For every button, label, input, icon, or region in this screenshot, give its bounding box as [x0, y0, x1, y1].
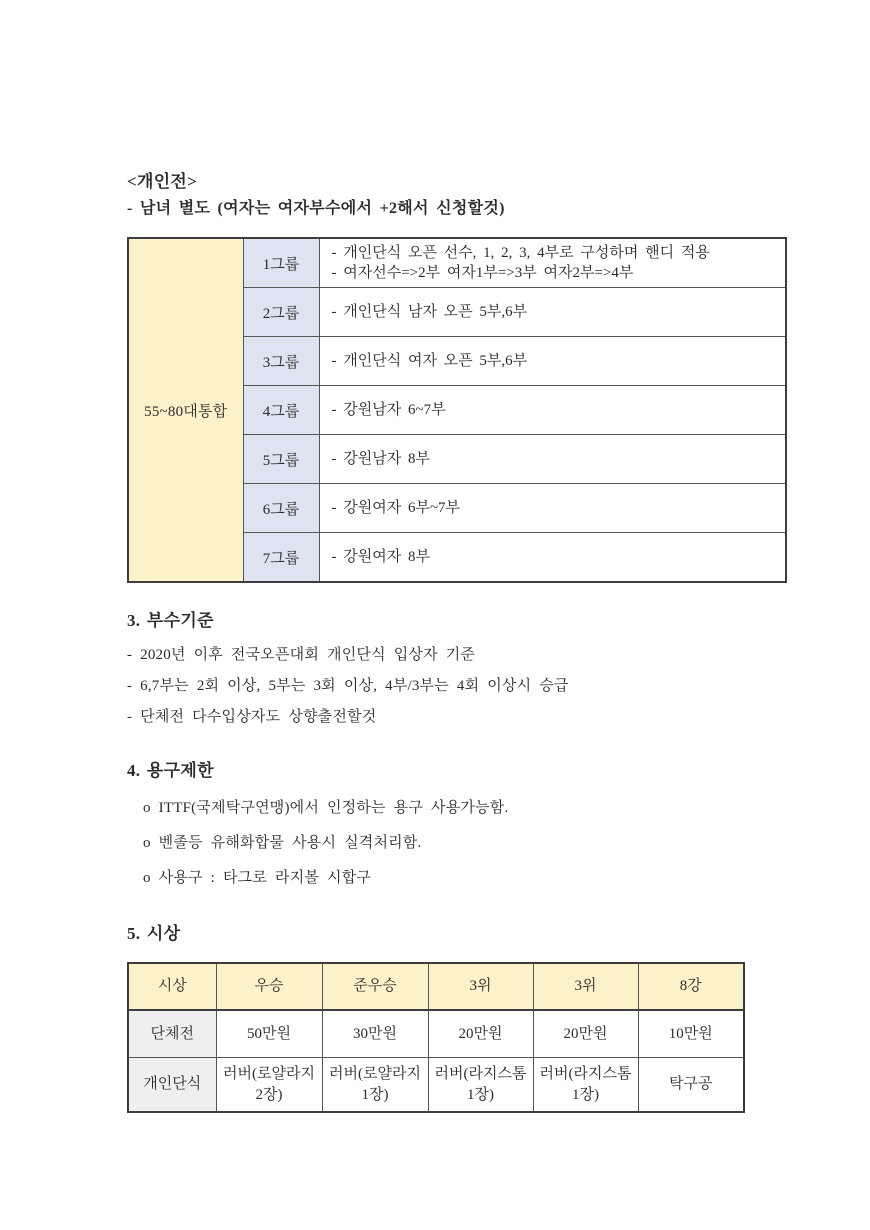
list-item: - 2020년 이후 전국오픈대회 개인단식 입상자 기준	[127, 647, 476, 663]
award-header-cell: 8강	[638, 963, 744, 1010]
award-header-cell: 3위	[428, 963, 533, 1010]
award-value-cell: 러버(로얄라지1장)	[322, 1058, 428, 1113]
group-label-cell: 5그룹	[243, 435, 319, 484]
group-desc-cell: - 개인단식 남자 오픈 5부,6부	[319, 288, 786, 337]
award-header-cell: 시상	[128, 963, 216, 1010]
individual-event-note: - 남녀 별도 (여자는 여자부수에서 +2해서 신청할것)	[127, 200, 505, 217]
award-value-cell: 20만원	[428, 1010, 533, 1058]
award-value-cell: 30만원	[322, 1010, 428, 1058]
document-content	[127, 170, 787, 1113]
award-header-cell: 준우승	[322, 963, 428, 1010]
section-title-awards: 5. 시상	[127, 924, 181, 943]
list-item: o ITTF(국제탁구연맹)에서 인정하는 용구 사용가능함.	[143, 800, 509, 816]
award-header-cell: 3위	[533, 963, 638, 1010]
award-value-cell: 러버(라지스톰1장)	[428, 1058, 533, 1113]
group-label-cell: 4그룹	[243, 386, 319, 435]
award-value-cell: 10만원	[638, 1010, 744, 1058]
list-item: o 사용구 : 타그로 라지볼 시합구	[143, 870, 372, 886]
group-label-cell: 6그룹	[243, 484, 319, 533]
group-desc-cell: - 강원남자 8부	[319, 435, 786, 484]
group-desc-cell: - 강원여자 6부~7부	[319, 484, 786, 533]
group-desc-line: - 여자선수=>2부 여자1부=>3부 여자2부=>4부	[331, 265, 634, 281]
award-value-cell: 러버(로얄라지2장)	[216, 1058, 322, 1113]
award-value-cell: 50만원	[216, 1010, 322, 1058]
individual-event-heading: <개인전>	[127, 172, 198, 191]
table-row	[128, 1010, 744, 1058]
list-item: - 단체전 다수입상자도 상향출전할것	[127, 709, 377, 725]
group-desc-cell: - 강원여자 8부	[319, 533, 786, 583]
group-desc-cell	[319, 238, 786, 288]
equipment-list	[127, 791, 787, 896]
group-label-cell: 3그룹	[243, 337, 319, 386]
group-label-cell: 1그룹	[243, 238, 319, 288]
table-header-row	[128, 963, 744, 1010]
group-desc-cell: - 강원남자 6~7부	[319, 386, 786, 435]
award-value-cell: 탁구공	[638, 1058, 744, 1113]
list-item: - 6,7부는 2회 이상, 5부는 3회 이상, 4부/3부는 4회 이상시 승급	[127, 678, 569, 694]
group-table	[127, 237, 787, 583]
group-category-cell: 55~80대통합	[128, 238, 243, 582]
award-row-label: 개인단식	[128, 1058, 216, 1113]
section-title-bousu: 3. 부수기준	[127, 611, 214, 630]
list-item: o 벤졸등 유해화합물 사용시 실격처리함.	[143, 835, 422, 851]
award-header-cell: 우승	[216, 963, 322, 1010]
section-title-equipment: 4. 용구제한	[127, 761, 214, 780]
table-row	[128, 1058, 744, 1113]
group-label-cell: 7그룹	[243, 533, 319, 583]
award-row-label: 단체전	[128, 1010, 216, 1058]
group-label-cell: 2그룹	[243, 288, 319, 337]
award-value-cell: 20만원	[533, 1010, 638, 1058]
bousu-list	[127, 640, 787, 733]
award-value-cell: 러버(라지스톰1장)	[533, 1058, 638, 1113]
group-desc-cell: - 개인단식 여자 오픈 5부,6부	[319, 337, 786, 386]
table-row	[128, 238, 786, 288]
group-desc-line: - 개인단식 오픈 선수, 1, 2, 3, 4부로 구성하며 핸디 적용	[331, 245, 710, 261]
award-table	[127, 962, 745, 1113]
